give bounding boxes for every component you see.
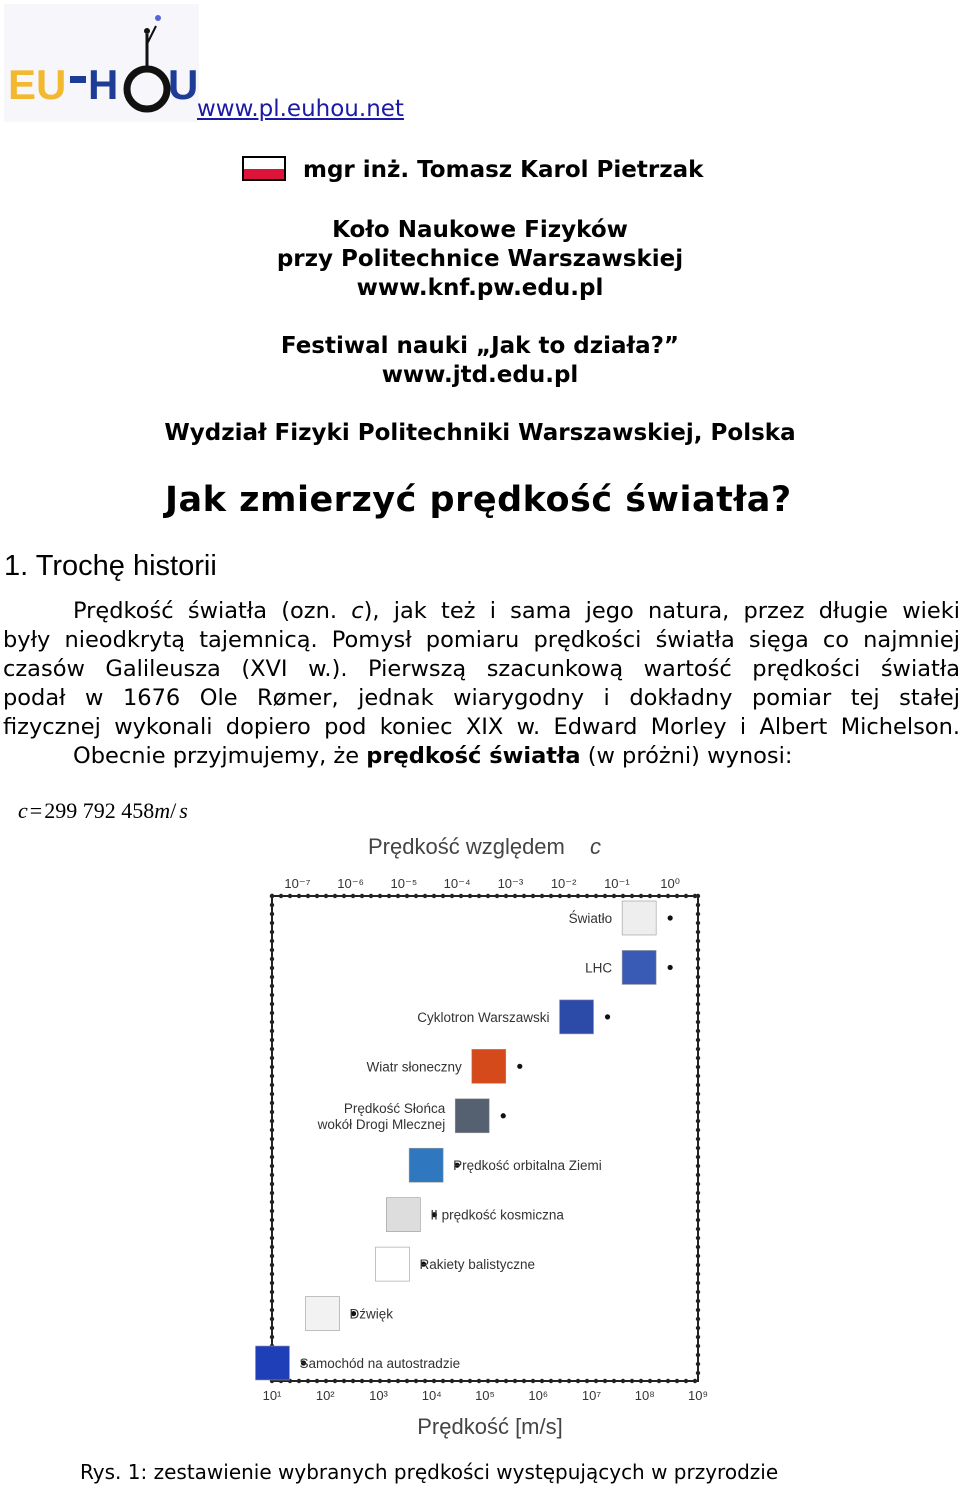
chart-title-symbol: c — [590, 834, 601, 859]
paragraph-line: fizycznej wykonali dopiero pod koniec XIX w. Edward Morley i Albert Michelson. — [3, 714, 960, 740]
x-tick-label-top: 10⁻⁷ — [284, 876, 311, 891]
org-line2: przy Politechnice Warszawskiej — [276, 246, 684, 272]
data-point-label: Wiatr słoneczny — [366, 1059, 462, 1075]
x-tick-label-bottom: 10⁵ — [475, 1388, 495, 1403]
chart-svg — [240, 826, 740, 1456]
sun-icon — [472, 1049, 506, 1083]
x-tick-label-top: 10⁻³ — [497, 876, 524, 891]
speed-of-light-formula: c=299 792 458m/ s — [18, 798, 188, 823]
data-point-label: LHC — [585, 960, 613, 976]
author-name: mgr inż. Tomasz Karol Pietrzak — [303, 157, 704, 183]
data-point-label: Samochód na autostradzie — [299, 1356, 461, 1371]
svg-text:U: U — [168, 61, 199, 108]
x-tick-label-top: 10⁻¹ — [604, 876, 630, 891]
history-paragraph — [3, 597, 960, 771]
lightbulb-icon — [622, 901, 656, 935]
data-point-label: Cyklotron Warszawski — [417, 1009, 550, 1025]
x-tick-label-bottom: 10⁹ — [687, 1388, 709, 1403]
page-title: Jak zmierzyć prędkość światła? — [165, 480, 792, 520]
paragraph-line: podał w 1676 Ole Rømer, jednak wiarygodny i dokładny pomiar tej stałej — [3, 685, 960, 711]
chart-title: Prędkość względem — [368, 834, 565, 859]
galaxy-icon — [455, 1099, 489, 1133]
x-tick-label-top: 10⁰ — [660, 876, 680, 891]
space-shuttle-icon — [386, 1198, 420, 1232]
data-point — [501, 1113, 506, 1118]
data-point — [517, 1064, 522, 1069]
paragraph-line: Obecnie przyjmujemy, że prędkość światła (w próżni) wynosi: — [73, 743, 793, 769]
org-url: www.knf.pw.edu.pl — [356, 275, 604, 301]
x-tick-label-bottom: 10² — [315, 1388, 335, 1403]
x-tick-label-bottom: 10⁸ — [634, 1388, 655, 1403]
data-point-label: Dźwięk — [349, 1306, 394, 1322]
x-tick-label-bottom: 10⁷ — [581, 1388, 602, 1403]
x-tick-label-bottom: 10³ — [369, 1388, 388, 1403]
x-tick-label-top: 10⁻⁵ — [390, 876, 418, 891]
data-point-label: II prędkość kosmiczna — [430, 1207, 564, 1223]
svg-text:EU: EU — [8, 61, 67, 108]
speed-comparison-chart — [240, 826, 740, 1456]
data-point-label: Prędkość orbitalna Ziemi — [453, 1158, 602, 1174]
data-point-label: wokół Drogi Mlecznej — [317, 1116, 446, 1132]
x-tick-label-top: 10⁻² — [550, 876, 577, 891]
data-point-label: Rakiety balistyczne — [419, 1257, 536, 1273]
paragraph-line: czasów Galileusza (XVI w.). Pierwszą szacunkową wartość prędkości światła — [3, 656, 960, 682]
data-point — [668, 965, 673, 970]
x-axis-label: Prędkość [m/s] — [417, 1414, 563, 1439]
org-line1: Koło Naukowe Fizyków — [332, 217, 628, 243]
festival-name: Festiwal nauki „Jak to działa?” — [280, 333, 680, 359]
festival-url: www.jtd.edu.pl — [381, 362, 579, 388]
x-tick-label-top: 10⁻⁴ — [443, 876, 471, 891]
paragraph-line: były nieodkrytą tajemnicą. Pomysł pomiaru prędkości światła sięga co najmniej — [3, 627, 960, 653]
poland-flag-icon — [242, 156, 286, 181]
eu-hou-logo — [4, 4, 199, 122]
sound-wave-icon — [306, 1297, 340, 1331]
rocket-icon — [376, 1247, 410, 1281]
data-point — [668, 915, 673, 920]
x-tick-label-bottom: 10⁴ — [421, 1388, 442, 1403]
data-point-label: Światło — [568, 911, 613, 926]
eagle-emblem-icon — [560, 1000, 594, 1034]
x-tick-label-bottom: 10¹ — [262, 1388, 282, 1403]
cern-logo-icon — [622, 950, 656, 984]
faculty-name: Wydział Fizyki Politechniki Warszawskiej, Polska — [164, 420, 796, 446]
section-heading: 1. Trochę historii — [4, 550, 217, 582]
x-tick-label-top: 10⁻⁶ — [337, 876, 364, 891]
data-point-label: Prędkość Słońca — [343, 1100, 446, 1116]
data-point — [605, 1014, 610, 1019]
earth-icon — [409, 1148, 443, 1182]
svg-text:H: H — [88, 61, 119, 108]
website-link[interactable]: www.pl.euhou.net — [197, 96, 404, 122]
figure-caption: Rys. 1: zestawienie wybranych prędkości występujących w przyrodzie — [80, 1460, 779, 1484]
highway-sign-icon — [255, 1346, 289, 1380]
paragraph-line: Prędkość światła (ozn. c), jak też i sama jego natura, przez długie wieki — [73, 598, 960, 624]
x-tick-label-bottom: 10⁶ — [528, 1388, 549, 1403]
